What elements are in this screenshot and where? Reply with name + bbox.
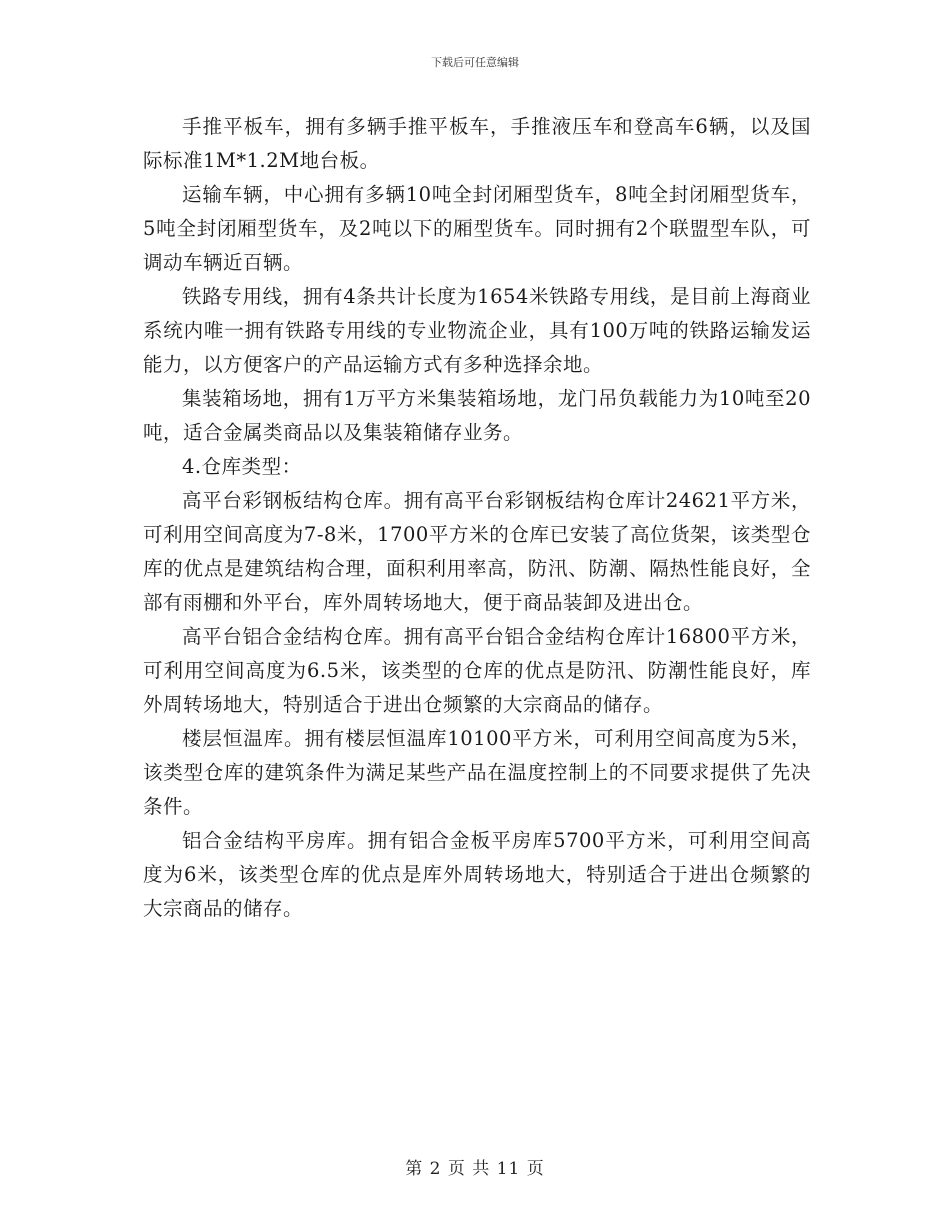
section-heading-warehouse-types: 4.仓库类型： [182,455,302,478]
document-body [143,110,811,926]
paragraph-container-yard: 集装箱场地，拥有1万平方米集装箱场地，龙门吊负载能力为10吨至20吨，适合金属类商品以及集装箱储存业务。 [143,387,811,444]
paragraph-aluminum-warehouse: 高平台铝合金结构仓库。拥有高平台铝合金结构仓库计16800平方米，可利用空间高度为6.5米，该类型的仓库的优点是防汛、防潮性能良好，库外周转场地大，特别适合于进出仓频繁的大宗商品的储存。 [143,625,811,716]
page-footer: 第 2 页 共 11 页 [405,1159,545,1179]
paragraph-hand-trucks: 手推平板车，拥有多辆手推平板车，手推液压车和登高车6辆，以及国际标准1M*1.2M地台板。 [143,115,811,172]
paragraph-transport-vehicles: 运输车辆，中心拥有多辆10吨全封闭厢型货车，8吨全封闭厢型货车，5吨全封闭厢型货车，及2吨以下的厢型货车。同时拥有2个联盟型车队，可调动车辆近百辆。 [143,183,811,274]
paragraph-climate-warehouse: 楼层恒温库。拥有楼层恒温库10100平方米，可利用空间高度为5米，该类型仓库的建筑条件为满足某些产品在温度控制上的不同要求提供了先决条件。 [143,727,811,818]
paragraph-steel-warehouse: 高平台彩钢板结构仓库。拥有高平台彩钢板结构仓库计24621平方米，可利用空间高度为7-8米，1700平方米的仓库已安装了高位货架，该类型仓库的优点是建筑结构合理，面积利用率高，防汛、防潮、隔热性能良好，全部有雨棚和外平台，库外周转场地大，便于商品装卸及进出仓。 [143,489,811,614]
page-header: 下载后可任意编辑 [431,56,519,69]
paragraph-railway-line: 铁路专用线，拥有4条共计长度为1654米铁路专用线，是目前上海商业系统内唯一拥有铁路专用线的专业物流企业，具有100万吨的铁路运输发运能力，以方便客户的产品运输方式有多种选择余地。 [143,285,811,376]
paragraph-single-storey-warehouse: 铝合金结构平房库。拥有铝合金板平房库5700平方米，可利用空间高度为6米，该类型仓库的优点是库外周转场地大，特别适合于进出仓频繁的大宗商品的储存。 [143,829,811,920]
